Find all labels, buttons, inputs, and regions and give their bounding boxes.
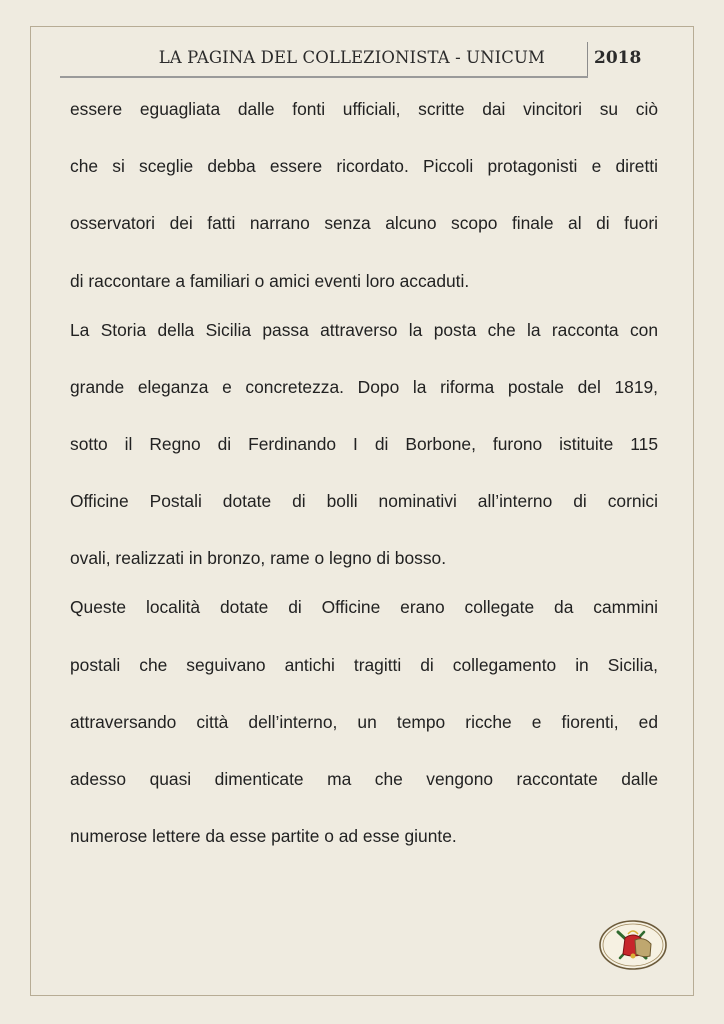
text-line: sotto il Regno di Ferdinando I di Borbone, furono istituite 115: [70, 433, 658, 454]
text-line: essere eguagliata dalle fonti ufficiali, scritte dai vincitori su ciò: [70, 99, 658, 119]
page-header: [60, 42, 660, 76]
text-line: Queste località dotate di Officine erano collegate da cammini: [70, 597, 658, 618]
text-line: ovali, realizzati in bronzo, rame o legno di bosso.: [70, 548, 447, 569]
text-line: numerose lettere da esse partite o ad esse giunte.: [70, 826, 457, 847]
text-line: Officine Postali dotate di bolli nominativi all’interno di cornici: [70, 491, 658, 512]
text-line: di raccontare a familiari o amici eventi loro accaduti.: [70, 270, 470, 291]
header-year: 2018: [594, 48, 642, 68]
text-line: attraversando città dell’interno, un tempo ricche e fiorenti, ed: [70, 711, 658, 732]
header-divider: [587, 42, 588, 76]
header-rule: [60, 76, 588, 78]
body-text: [70, 94, 658, 878]
text-line: che si sceglie debba essere ricordato. Piccoli protagonisti e diretti: [70, 156, 658, 177]
header-title: LA PAGINA DEL COLLEZIONISTA - UNICUM: [158, 48, 545, 67]
text-line: grande eleganza e concretezza. Dopo la riforma postale del 1819,: [70, 376, 658, 397]
text-line: osservatori dei fatti narrano senza alcuno scopo finale al di fuori: [70, 213, 658, 234]
bell-ornament-icon: [598, 918, 668, 972]
text-line: postali che seguivano antichi tragitti di collegamento in Sicilia,: [70, 654, 658, 675]
text-line: adesso quasi dimenticate ma che vengono raccontate dalle: [70, 768, 658, 789]
text-line: La Storia della Sicilia passa attraverso la posta che la racconta con: [70, 319, 658, 340]
